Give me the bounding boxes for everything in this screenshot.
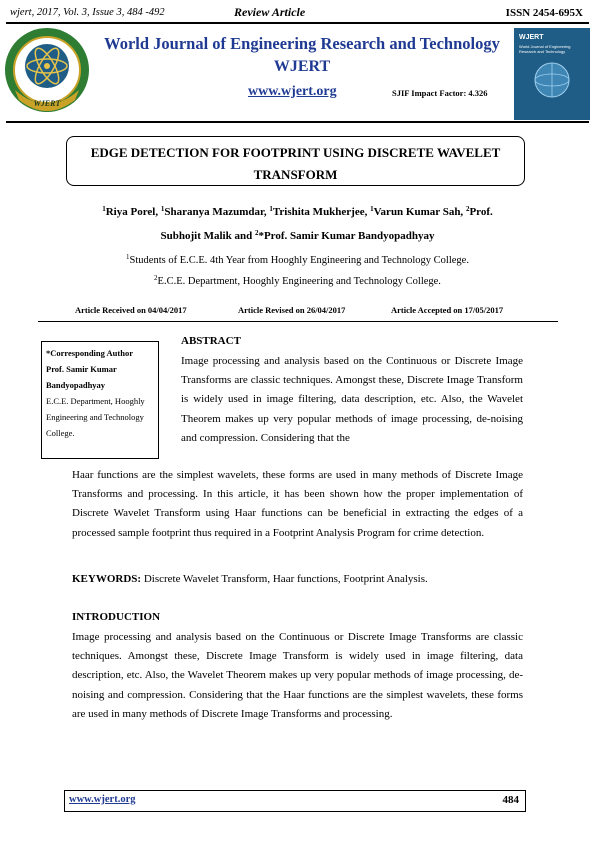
author-name: Riya Porel, [105, 206, 161, 218]
affiliation-text: E.C.E. Department, Hooghly Engineering and Technology College. [157, 276, 441, 287]
author-list [70, 199, 525, 247]
masthead-rule [6, 121, 589, 123]
citation-text: wjert, 2017, Vol. 3, Issue 3, 484 -492 [10, 7, 165, 18]
author-affil-sup: 1 [370, 205, 374, 213]
cover-title: WJERT [519, 34, 544, 41]
date-received: Article Received on 04/04/2017 [75, 305, 187, 315]
dates-rule [38, 321, 558, 322]
author-affil-sup: 1 [102, 205, 106, 213]
affiliation-sup: 2 [154, 274, 158, 282]
author-name: Prof. [469, 206, 493, 218]
footer-url-link[interactable]: www.wjert.org [69, 794, 136, 805]
author-affil-sup: 2 [465, 205, 470, 213]
page-footer [64, 790, 526, 812]
date-revised: Article Revised on 26/04/2017 [238, 305, 346, 315]
header-rule [6, 22, 589, 24]
journal-logo-icon [3, 26, 91, 114]
affiliation-2 [70, 274, 525, 287]
author-line-2 [70, 223, 525, 247]
article-dates [75, 305, 525, 319]
svg-text:WJERT: WJERT [33, 99, 61, 108]
article-type: Review Article [234, 5, 306, 19]
author-name: Subhojit Malik and [160, 230, 255, 242]
corresponding-author-box [41, 341, 159, 459]
author-name: Sharanya Mazumdar, [164, 206, 270, 218]
cover-subtitle: World Journal of Engineering Research and Technology [519, 44, 571, 54]
author-line-1 [70, 199, 525, 223]
journal-logo [3, 26, 91, 114]
impact-factor: SJIF Impact Factor: 4.326 [392, 88, 488, 98]
author-name: Varun Kumar Sah, [373, 206, 466, 218]
date-accepted: Article Accepted on 17/05/2017 [391, 305, 504, 315]
corresponding-dept: E.C.E. Department, Hooghly Engineering and Technology College. [46, 396, 145, 438]
introduction-heading: INTRODUCTION [72, 611, 161, 623]
affiliation-sup: 1 [126, 253, 130, 261]
keywords-label: KEYWORDS: [72, 573, 142, 585]
abstract-heading: ABSTRACT [181, 335, 241, 347]
journal-cover-image [514, 28, 590, 120]
article-title: EDGE DETECTION FOR FOOTPRINT USING DISCRETE WAVELET TRANSFORM [90, 145, 501, 182]
cover-globe-icon [532, 60, 572, 100]
author-affil-sup: 1 [160, 205, 165, 213]
author-name: Trishita Mukherjee, [272, 206, 371, 218]
author-affil-sup: 2 [254, 229, 259, 237]
corresponding-label: *Corresponding Author [46, 348, 133, 358]
corresponding-name: Prof. Samir Kumar Bandyopadhyay [46, 364, 117, 390]
journal-name: World Journal of Engineering Research and Technology [104, 34, 500, 53]
page-number: 484 [502, 794, 519, 806]
affiliation-1 [70, 253, 525, 266]
issn-text: ISSN 2454-695X [505, 7, 583, 19]
keywords-text: Discrete Wavelet Transform, Haar functions, Footprint Analysis. [141, 573, 428, 585]
introduction-text: Image processing and analysis based on the Continuous or Discrete Image Transforms are classic techniques. Amongst these, Discrete Image Transform is widely used in image filtering, data description, etc. Also, the Wavelet Theorem makes up very popular methods of image processing, de-noising and compression. Considering that the Haar functions are the simplest wavelets, these forms are used in many methods of Discrete Image Transforms and processing. [72, 631, 523, 720]
running-header [6, 4, 589, 24]
abstract-text-part-1: Image processing and analysis based on the Continuous or Discrete Image Transforms are classic techniques. Amongst these, Discrete Image Transform is widely used in image filtering, data description, etc. Also, the Wavelet Theorem makes up very popular methods of image processing, de-noising and compression. Considering that the [181, 355, 523, 444]
author-affil-sup: 1 [269, 205, 273, 213]
title-box [66, 136, 525, 186]
journal-abbreviation: WJERT [273, 58, 331, 75]
affiliation-text: Students of E.C.E. 4th Year from Hooghly Engineering and Technology College. [129, 255, 469, 266]
author-name: *Prof. Samir Kumar Bandyopadhyay [258, 230, 435, 242]
journal-url-link[interactable]: www.wjert.org [248, 84, 337, 99]
keywords-line [72, 573, 523, 585]
abstract-text-part-2: Haar functions are the simplest wavelets, these forms are used in many methods of Discrete Image Transforms and processing. In this article, it has been shown how the proper implementation of Discrete Wavelet Transform using Haar functions can be beneficial in extracting the edges of a processed sample footprint thus required in a Footprint Analysis Program for crime detection. [72, 469, 523, 539]
